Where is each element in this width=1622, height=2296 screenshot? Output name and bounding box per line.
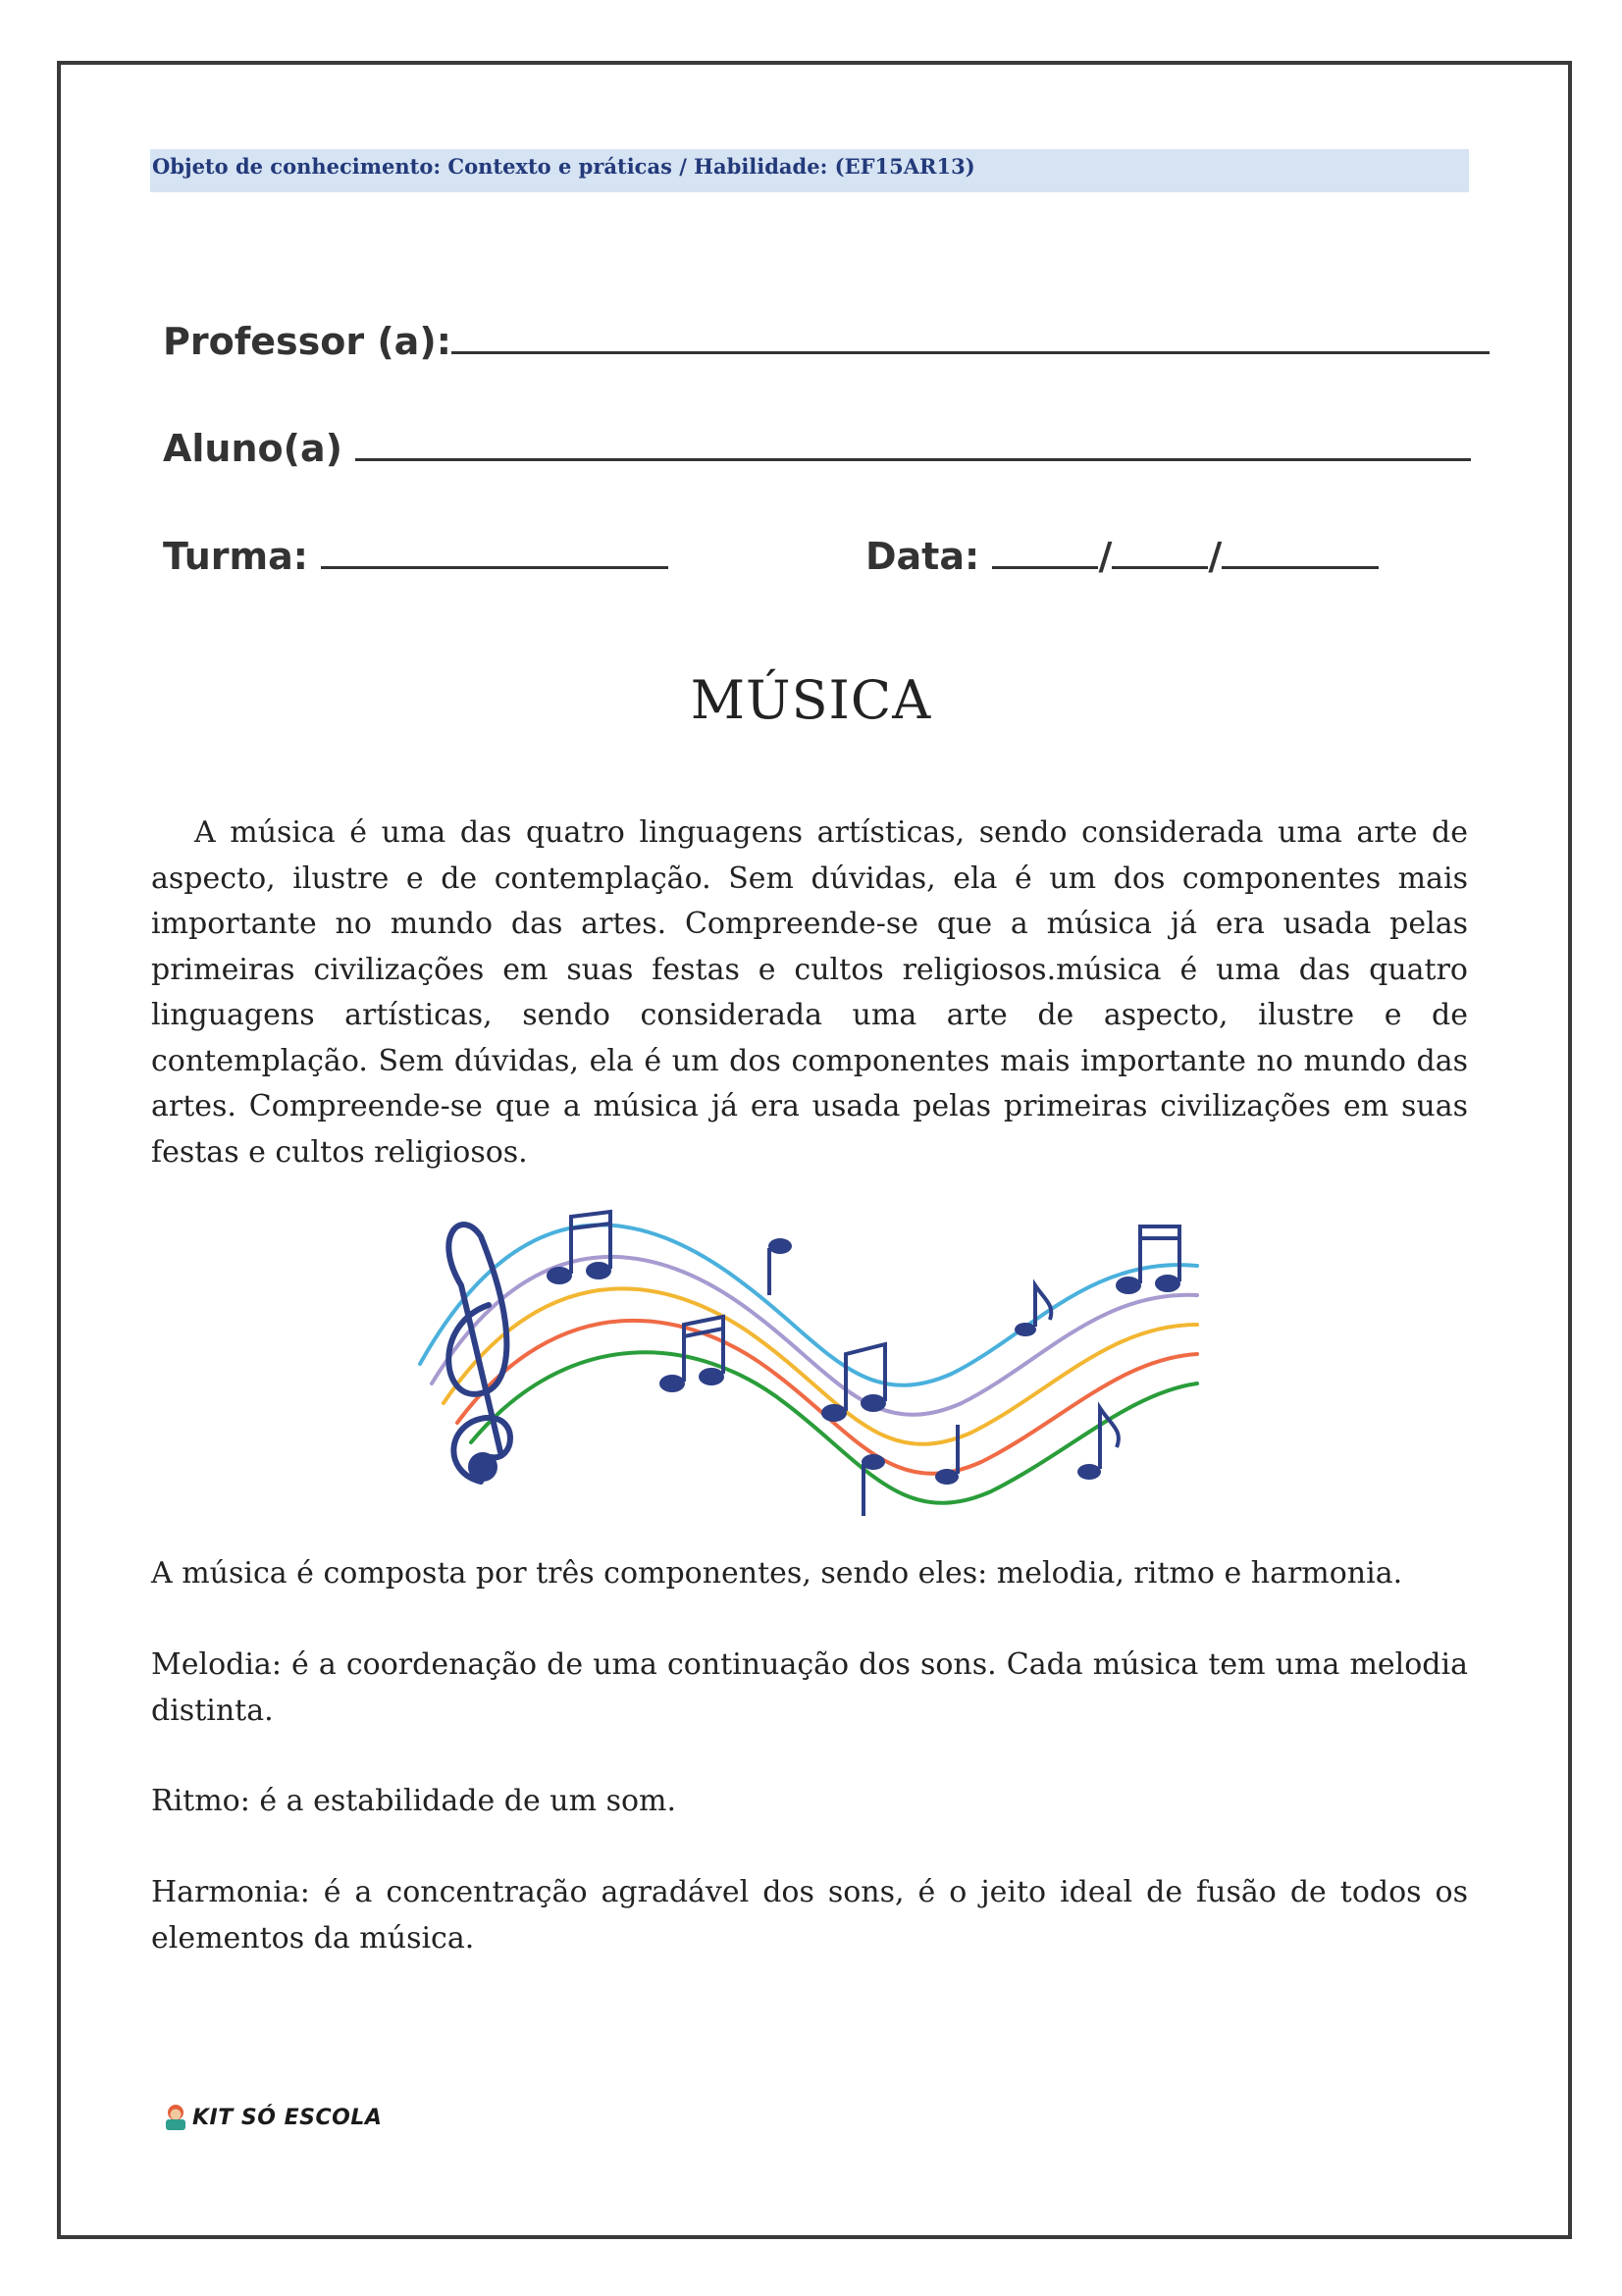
date-day-line[interactable] (992, 527, 1098, 569)
melodia-paragraph: Melodia: é a coordenação de uma continuação dos sons. Cada música tem uma melodia distinta. (151, 1647, 1468, 1728)
turma-input-line[interactable] (321, 527, 668, 569)
note-head (768, 1238, 792, 1254)
aluno-input-line[interactable] (355, 419, 1471, 461)
note-head (1116, 1277, 1141, 1294)
note-head (547, 1267, 572, 1284)
topic-header (150, 149, 1469, 192)
note-head (659, 1375, 685, 1392)
staff-line (471, 1352, 1197, 1502)
note-head (821, 1404, 847, 1422)
components-paragraph: A música é composta por três componentes, sendo eles: melodia, ritmo e harmonia. (151, 1556, 1403, 1591)
turma-label: Turma: (163, 535, 308, 578)
page-title: MÚSICA (690, 669, 932, 731)
data-field (865, 527, 1379, 580)
data-label: Data: (865, 535, 980, 578)
note-head (586, 1262, 611, 1279)
note-head (699, 1368, 724, 1385)
music-staff-illustration (402, 1207, 1207, 1521)
staff-line (444, 1288, 1197, 1443)
date-separator: / (1098, 535, 1113, 578)
note-head (935, 1469, 959, 1485)
professor-input-line[interactable] (451, 312, 1490, 354)
note-head (1015, 1323, 1036, 1336)
note-head (861, 1394, 886, 1412)
harmonia-paragraph: Harmonia: é a concentração agradável dos sons, é o jeito ideal de fusão de todos os elementos da música. (151, 1875, 1468, 1956)
ritmo-paragraph: Ritmo: é a estabilidade de um som. (151, 1784, 677, 1818)
date-separator: / (1208, 535, 1223, 578)
date-year-line[interactable] (1222, 527, 1379, 569)
clef-dot (468, 1452, 497, 1482)
topic-text: Objeto de conhecimento: Contexto e práticas / Habilidade: (EF15AR13) (152, 154, 975, 179)
note-stem (1140, 1226, 1179, 1283)
date-month-line[interactable] (1112, 527, 1208, 569)
student-avatar-icon (163, 2104, 188, 2131)
aluno-field (163, 419, 1471, 472)
note-head (1155, 1275, 1180, 1292)
kit-so-escola-logo (163, 2104, 382, 2131)
aluno-label: Aluno(a) (163, 427, 343, 470)
staff-line (432, 1257, 1197, 1415)
professor-label: Professor (a): (163, 320, 451, 363)
professor-field (163, 312, 1490, 365)
logo-text: KIT SÓ ESCOLA (192, 2105, 383, 2130)
turma-field (163, 527, 668, 580)
intro-paragraph: A música é uma das quatro linguagens artísticas, sendo considerada uma arte de aspecto, ilustre e de contemplação. Sem dúvidas, ela é um dos componentes mais importante no mundo das artes. Compreende-se que a música já era usada pelas primeiras civilizações em suas festas e cultos religiosos.música é uma das quatro linguagens artísticas, sendo considerada uma arte de aspecto, ilustre e de contemplação. Sem dúvidas, ela é um dos componentes mais importante no mundo das artes. Compreende-se que a música já era usada pelas primeiras civilizações em suas festas e cultos religiosos. (151, 815, 1468, 1170)
note-head (1077, 1464, 1101, 1480)
